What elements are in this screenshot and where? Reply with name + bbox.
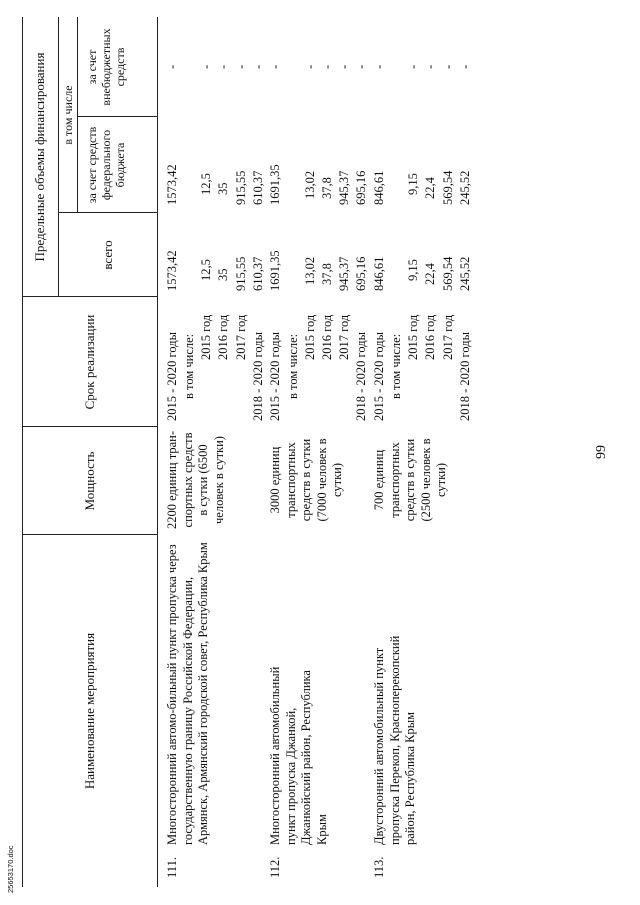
row-year-label: 2016 год bbox=[423, 314, 437, 360]
row-later-total: 695,16 bbox=[354, 256, 368, 291]
header-period: Срок реализации bbox=[82, 314, 97, 410]
row-name: Многосторонний автомобильный пункт пропуска Джанкой, Джанкойский район, Республика Крым bbox=[268, 666, 329, 845]
row-year-label: 2016 год bbox=[216, 314, 230, 360]
row-year-total: 35 bbox=[216, 268, 230, 281]
funding-header-divider bbox=[58, 17, 59, 297]
row-year-label: 2017 год bbox=[337, 314, 351, 360]
row-year-federal: 37,8 bbox=[320, 177, 334, 199]
row-later-label: 2018 - 2020 годы bbox=[354, 331, 368, 421]
row-extrabudget-dash: - bbox=[458, 64, 472, 69]
row-total: 846,61 bbox=[372, 256, 386, 291]
row-year-federal: 13,02 bbox=[303, 170, 317, 199]
row-extrabudget-dash: - bbox=[234, 64, 248, 69]
row-total: 1691,35 bbox=[268, 250, 282, 291]
row-extrabudget-dash: - bbox=[320, 64, 334, 69]
row-year-label: 2017 год bbox=[441, 314, 455, 360]
row-year-total: 915,55 bbox=[234, 256, 248, 291]
row-including-label: в том числе: bbox=[389, 333, 403, 399]
row-later-label: 2018 - 2020 годы bbox=[458, 331, 472, 421]
row-year-label: 2015 год bbox=[303, 314, 317, 360]
header-name: Наименование мероприятия bbox=[82, 632, 97, 790]
row-capacity: 700 единиц транспортных средств в сутки (2500 человек в сутки) bbox=[372, 438, 448, 522]
row-period-total: 2015 - 2020 годы bbox=[165, 331, 179, 421]
row-year-label: 2016 год bbox=[320, 314, 334, 360]
header-extrabudget: за счет внебюджетных средств bbox=[85, 28, 127, 106]
row-year-total: 945,37 bbox=[337, 256, 351, 291]
row-period-total: 2015 - 2020 годы bbox=[268, 331, 282, 421]
row-year-total: 12,5 bbox=[199, 259, 213, 281]
row-year-federal: 22,4 bbox=[423, 177, 437, 199]
header-federal: за счет средств федерального бюджета bbox=[85, 126, 127, 204]
row-including-label: в том числе: bbox=[182, 333, 196, 399]
row-name: Многосторонний автомо-бильный пункт пропуска через государственную границу Российской Федерации, Армянск, Армянский городской совет, Республика Крым bbox=[165, 542, 210, 845]
row-federal: 846,61 bbox=[372, 170, 386, 205]
row-later-federal: 695,16 bbox=[354, 170, 368, 205]
header-including: в том числе bbox=[61, 85, 75, 145]
row-year-total: 9,15 bbox=[406, 259, 420, 281]
row-extrabudget-dash: - bbox=[216, 64, 230, 69]
row-later-label: 2018 - 2020 годы bbox=[251, 331, 265, 421]
header-total: всего bbox=[100, 240, 115, 270]
row-federal: 1691,35 bbox=[268, 164, 282, 205]
row-extrabudget: - bbox=[268, 64, 282, 69]
row-extrabudget-dash: - bbox=[423, 64, 437, 69]
row-including-label: в том числе: bbox=[286, 333, 300, 399]
row-number: 112. bbox=[268, 856, 282, 878]
row-later-federal: 245,52 bbox=[458, 170, 472, 205]
row-period-total: 2015 - 2020 годы bbox=[372, 331, 386, 421]
header-bottom-border bbox=[157, 17, 158, 887]
row-capacity: 2200 единиц тран-спортных средств в сутки (6500 человек в сутки) bbox=[165, 430, 226, 530]
row-year-federal: 569,54 bbox=[441, 170, 455, 205]
row-number: 113. bbox=[372, 856, 386, 878]
row-later-total: 245,52 bbox=[458, 256, 472, 291]
row-extrabudget-dash: - bbox=[354, 64, 368, 69]
row-name: Двусторонний автомобильный пункт пропуска Перекоп, Красноперекопский район, Республика Крым bbox=[372, 635, 417, 845]
row-capacity: 3000 единиц транспортных средств в сутки (7000 человек в сутки) bbox=[268, 438, 344, 522]
row-year-label: 2015 год bbox=[199, 314, 213, 360]
header-capacity: Мощность bbox=[82, 451, 97, 511]
page-number: 99 bbox=[594, 445, 609, 459]
row-extrabudget-dash: - bbox=[303, 64, 317, 69]
row-federal: 1573,42 bbox=[165, 164, 179, 205]
row-extrabudget-dash: - bbox=[251, 64, 265, 69]
row-extrabudget: - bbox=[372, 64, 386, 69]
row-year-federal: 915,55 bbox=[234, 170, 248, 205]
row-extrabudget-dash: - bbox=[441, 64, 455, 69]
row-year-total: 37,8 bbox=[320, 263, 334, 285]
row-year-federal: 9,15 bbox=[406, 173, 420, 195]
row-year-total: 13,02 bbox=[303, 256, 317, 285]
row-year-federal: 35 bbox=[216, 182, 230, 195]
file-reference: 25653170.doc bbox=[6, 845, 15, 893]
row-year-total: 569,54 bbox=[441, 256, 455, 291]
row-later-federal: 610,37 bbox=[251, 170, 265, 205]
row-year-federal: 12,5 bbox=[199, 173, 213, 195]
row-extrabudget-dash: - bbox=[406, 64, 420, 69]
row-year-label: 2015 год bbox=[406, 314, 420, 360]
col-divider-federal bbox=[77, 116, 157, 117]
row-number: 111. bbox=[165, 857, 179, 878]
row-year-label: 2017 год bbox=[234, 314, 248, 360]
row-extrabudget: - bbox=[165, 64, 179, 69]
row-total: 1573,42 bbox=[165, 250, 179, 291]
row-extrabudget-dash: - bbox=[199, 64, 213, 69]
table-top-border bbox=[22, 17, 23, 887]
including-header-divider bbox=[77, 17, 78, 213]
row-year-total: 22,4 bbox=[423, 263, 437, 285]
row-year-federal: 945,37 bbox=[337, 170, 351, 205]
row-later-total: 610,37 bbox=[251, 256, 265, 291]
row-extrabudget-dash: - bbox=[337, 64, 351, 69]
header-funding: Предельные объемы финансирования bbox=[32, 52, 47, 262]
